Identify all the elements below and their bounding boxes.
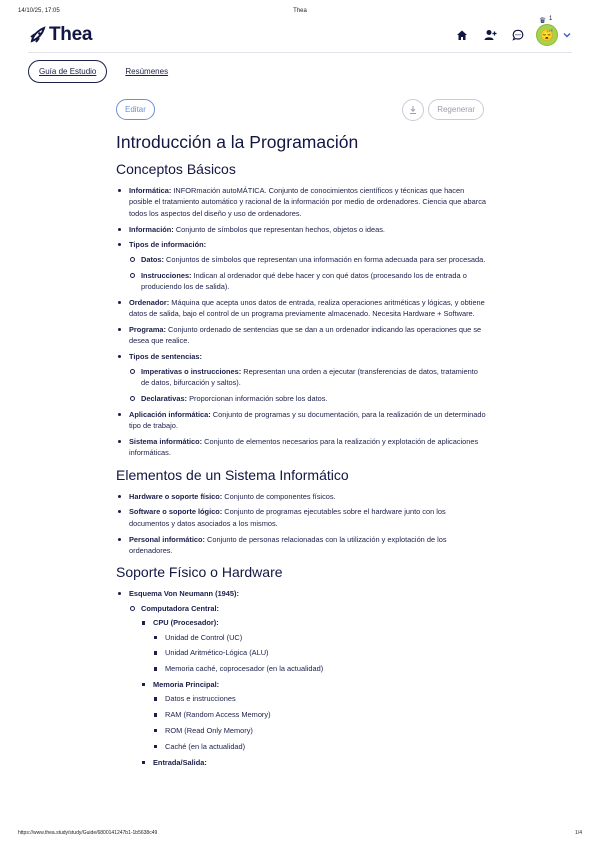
list-item: Personal informático: Conjunto de personas relacionadas con la utilización y explotación de los ordenadores.: [116, 534, 488, 557]
tab-summaries[interactable]: Resúmenes: [125, 67, 169, 76]
page-number: 1/4: [575, 830, 582, 836]
crown-count: 1: [549, 16, 553, 22]
print-date: 14/10/25, 17:05: [18, 8, 60, 14]
nav-actions: [442, 16, 572, 46]
list-item: Programa: Conjunto ordenado de sentencias que se dan a un ordenador indicando las operaciones que se desea que realice.: [116, 324, 488, 347]
list-item: Computadora Central: CPU (Procesador): Unidad de Control (UC) Unidad Aritmético-Lógica (ALU) Memoria caché, coprocesador (en la actualidad) Memoria Principal: Datos e instrucciones RAM (Random Access Memory) ROM (Read Only Memory) Caché (en la actualidad) Entrada/Salida:: [129, 603, 488, 768]
study-guide-content: [116, 132, 488, 772]
list-item: Datos: Conjuntos de símbolos que representan una información en forma adecuada para ser procesada.: [129, 254, 488, 265]
chevron-down-icon[interactable]: [562, 30, 572, 40]
section-heading: Conceptos Básicos: [116, 161, 236, 177]
list-item: Sistema informático: Conjunto de elementos necesarios para la realización y explotación de aplicaciones informáticas.: [116, 436, 488, 459]
list-item: Hardware o soporte físico: Conjunto de componentes físicos.: [116, 491, 488, 502]
chat-icon[interactable]: [510, 27, 526, 43]
list-item: Datos e instrucciones: [153, 693, 488, 704]
list-item: Ordenador: Máquina que acepta unos datos de entrada, realiza operaciones aritméticas y lógicas, y obtiene datos de salida, bajo el control de un programa previamente almacenado. Necesita Hardware + Software.: [116, 297, 488, 320]
list-item: Tipos de información: Datos: Conjuntos de símbolos que representan una información en forma adecuada para ser procesada. Instrucciones: Indican al ordenador qué debe hacer y con qué datos (procesando los de entrada o produciendo los de salida).: [116, 239, 488, 292]
list-item: Unidad de Control (UC): [153, 632, 488, 643]
list-item: Caché (en la actualidad): [153, 741, 488, 752]
print-title: Thea: [293, 8, 307, 14]
hardware-list: [116, 588, 488, 768]
brand-logo[interactable]: [28, 24, 92, 46]
list-item: RAM (Random Access Memory): [153, 709, 488, 720]
list-item: Memoria Principal: Datos e instrucciones RAM (Random Access Memory) ROM (Read Only Memory) Caché (en la actualidad): [141, 679, 488, 752]
doc-title: Introducción a la Programación: [116, 132, 359, 152]
list-item: Información: Conjunto de símbolos que representan hechos, objetos o ideas.: [116, 224, 488, 235]
list-item: Tipos de sentencias: Imperativas o instrucciones: Representan una orden a ejecutar (transferencias de datos, tratamiento de datos, bifurcación y saltos). Declarativas: Proporcionan información sobre los datos.: [116, 351, 488, 404]
section-heading: Elementos de un Sistema Informático: [116, 466, 349, 483]
print-header: [18, 8, 582, 18]
avatar[interactable]: 😴: [536, 24, 558, 46]
list-item: Declarativas: Proporcionan información sobre los datos.: [129, 393, 488, 404]
edit-button[interactable]: Editar: [116, 99, 155, 120]
concepts-list: [116, 185, 488, 459]
list-item: Instrucciones: Indican al ordenador qué debe hacer y con qué datos (procesando los de entrada o produciendo los de salida).: [129, 270, 488, 293]
download-icon: [408, 105, 418, 115]
user-menu[interactable]: [536, 16, 558, 46]
regenerate-button[interactable]: Regenerar: [428, 99, 484, 120]
list-item: Esquema Von Neumann (1945): Computadora Central: CPU (Procesador): Unidad de Control (UC) Unidad Aritmético-Lógica (ALU) Memoria caché, coprocesador (en la actualidad) Memoria Principal: Datos e instrucciones RAM (Random Access Memory) ROM (Read Only Memory) Caché (en la actualidad) Entrada/Salida:: [116, 588, 488, 768]
home-icon[interactable]: [454, 27, 470, 43]
elements-list: [116, 491, 488, 557]
list-item: Aplicación informática: Conjunto de programas y su documentación, para la realización de un determinado tipo de trabajo.: [116, 409, 488, 432]
view-tabs: [28, 60, 168, 83]
list-item: Imperativas o instrucciones: Representan una orden a ejecutar (transferencias de datos, tratamiento de datos, bifurcación y saltos).: [129, 366, 488, 389]
rocket-logo-icon: [28, 25, 48, 45]
brand-name: Thea: [49, 24, 93, 45]
tab-study-guide[interactable]: Guía de Estudio: [28, 60, 107, 83]
list-item: Unidad Aritmético-Lógica (ALU): [153, 647, 488, 658]
download-button[interactable]: [402, 99, 424, 121]
doc-toolbar: [116, 99, 484, 121]
section-heading: Soporte Físico o Hardware: [116, 564, 283, 581]
crown-icon: ♛: [539, 16, 547, 25]
print-footer: [18, 830, 582, 840]
top-nav: [28, 16, 572, 53]
list-item: Entrada/Salida:: [141, 757, 488, 768]
list-item: Informática: INFORmación autoMÁTICA. Conjunto de conocimientos científicos y técnicas que hacen posible el tratamiento automático y racional de la información por medio de ordenadores. Ciencia que abarca todos los aspectos del diseño y uso de ordenadores.: [116, 185, 488, 219]
add-user-icon[interactable]: [482, 27, 498, 43]
list-item: CPU (Procesador): Unidad de Control (UC) Unidad Aritmético-Lógica (ALU) Memoria caché, coprocesador (en la actualidad): [141, 617, 488, 674]
list-item: Memoria caché, coprocesador (en la actualidad): [153, 663, 488, 674]
print-url: https://www.thea.study/study/Guide/6800141247b1-1b5638c49: [18, 830, 158, 836]
list-item: ROM (Read Only Memory): [153, 725, 488, 736]
list-item: Software o soporte lógico: Conjunto de programas ejecutables sobre el hardware junto con los documentos y datos asociados a los mismos.: [116, 506, 488, 529]
